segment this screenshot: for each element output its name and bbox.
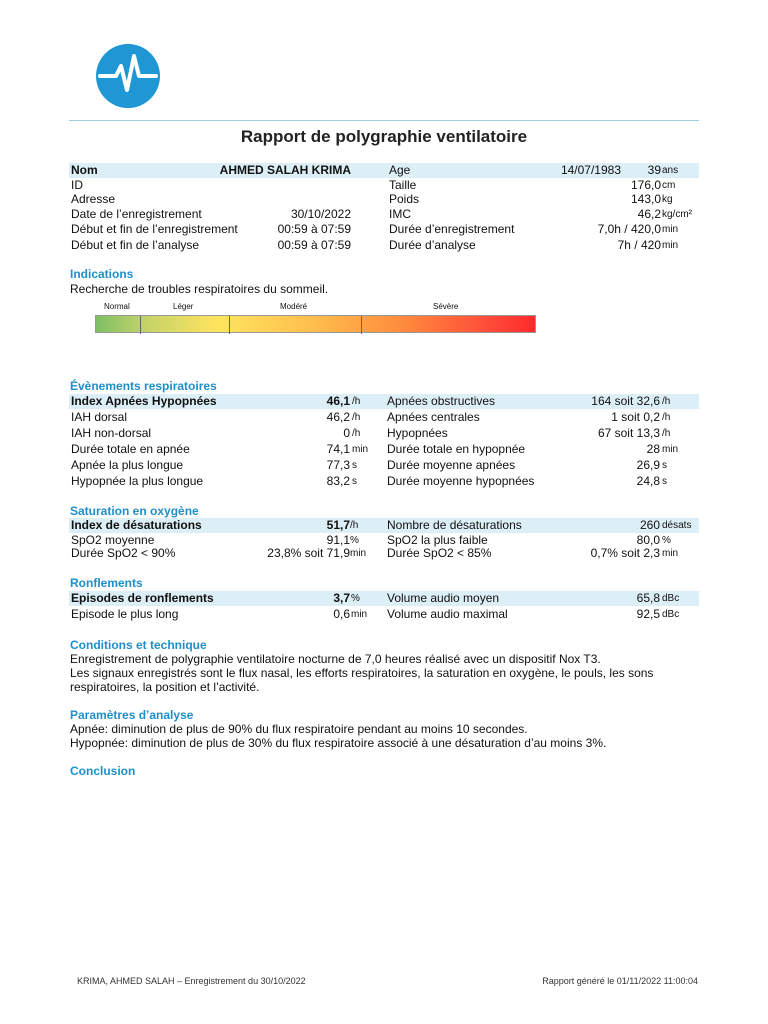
- events-label: Durée totale en hypopnée: [387, 442, 526, 456]
- patient-label: Date de l’enregistrement: [71, 207, 202, 221]
- patient-row: [69, 222, 699, 237]
- header-rule: [69, 120, 699, 121]
- parameters-title: Paramètres d’analyse: [70, 708, 194, 722]
- events-unit: /h: [352, 396, 361, 407]
- events-label: Hypopnées: [387, 426, 448, 440]
- saturation-label: Durée SpO2 < 85%: [387, 546, 492, 560]
- conditions-title: Conditions et technique: [70, 638, 207, 652]
- snoring-unit: dBc: [662, 609, 680, 620]
- saturation-unit: min: [350, 548, 367, 559]
- snoring-value: 92,5: [636, 607, 660, 621]
- scale-tick: [140, 316, 141, 334]
- patient-date: 14/07/1983: [560, 163, 621, 177]
- patient-value: 46,2: [637, 207, 661, 221]
- patient-row: [69, 178, 699, 193]
- events-value: 67 soit 13,3: [597, 426, 660, 440]
- saturation-label: Index de désaturations: [71, 518, 202, 532]
- patient-value: 7,0h / 420,0: [597, 222, 661, 236]
- events-value: 26,9: [636, 458, 660, 472]
- saturation-label: Durée SpO2 < 90%: [71, 546, 176, 560]
- patient-value: 00:59 à 07:59: [277, 238, 351, 252]
- snoring-value: 65,8: [636, 591, 660, 605]
- events-row: [69, 474, 699, 489]
- snoring-title: Ronflements: [70, 576, 143, 590]
- saturation-label: SpO2 moyenne: [71, 533, 155, 547]
- logo: [96, 44, 160, 108]
- events-value: 77,3: [326, 458, 350, 472]
- saturation-value: 23,8% soit 71,9: [267, 546, 350, 560]
- footer-right: Rapport généré le 01/11/2022 11:00:04: [542, 976, 698, 986]
- saturation-value: 260: [639, 518, 660, 532]
- snoring-label: Volume audio moyen: [387, 591, 500, 605]
- patient-row: [69, 192, 699, 207]
- snoring-unit: min: [351, 609, 368, 620]
- patient-label: Durée d’analyse: [389, 238, 476, 252]
- events-row: [69, 394, 699, 409]
- events-row: [69, 442, 699, 457]
- patient-value: 39: [647, 163, 661, 177]
- events-label: IAH non-dorsal: [71, 426, 152, 440]
- saturation-title: Saturation en oxygène: [70, 504, 199, 518]
- events-unit: min: [352, 444, 369, 455]
- events-value: 46,2: [326, 410, 350, 424]
- saturation-value: 0,7% soit 2,3: [590, 546, 660, 560]
- events-value: 74,1: [326, 442, 350, 456]
- patient-label: ID: [71, 178, 83, 192]
- parameters-text: [70, 722, 710, 750]
- snoring-unit: dBc: [662, 593, 680, 604]
- patient-unit: cm: [662, 180, 676, 191]
- saturation-label: Nombre de désaturations: [387, 518, 522, 532]
- footer-left: KRIMA, AHMED SALAH – Enregistrement du 30/10/2022: [77, 976, 306, 986]
- patient-value: 143,0: [630, 192, 661, 206]
- patient-label: Début et fin de l’analyse: [71, 238, 200, 252]
- patient-unit: kg: [662, 194, 673, 205]
- snoring-label: Episode le plus long: [71, 607, 179, 621]
- saturation-value: 91,1: [326, 533, 350, 547]
- snoring-value: 0,6: [333, 607, 350, 621]
- events-value: 0: [343, 426, 350, 440]
- report-title: Rapport de polygraphie ventilatoire: [240, 127, 528, 146]
- patient-row: [69, 238, 699, 253]
- events-value: 46,1: [326, 394, 350, 408]
- events-unit: /h: [662, 428, 671, 439]
- saturation-value: 80,0: [636, 533, 660, 547]
- events-value: 164 soit 32,6: [591, 394, 660, 408]
- saturation-unit: min: [662, 548, 679, 559]
- scale-label-normal: Normal: [104, 302, 130, 311]
- patient-value: 00:59 à 07:59: [277, 222, 351, 236]
- patient-row: [69, 163, 699, 178]
- events-label: Apnée la plus longue: [71, 458, 184, 472]
- events-unit: /h: [662, 412, 671, 423]
- patient-value: 176,0: [630, 178, 661, 192]
- patient-label: IMC: [389, 207, 411, 221]
- events-unit: /h: [352, 428, 361, 439]
- events-label: Hypopnée la plus longue: [71, 474, 204, 488]
- snoring-value: 3,7: [333, 591, 350, 605]
- events-label: Apnées obstructives: [387, 394, 496, 408]
- conditions-line: respiratoires, la position et l’activité.: [70, 680, 260, 694]
- saturation-row: [69, 518, 699, 533]
- patient-label: Adresse: [71, 192, 116, 206]
- indications-title: Indications: [70, 267, 134, 281]
- events-value: 24,8: [636, 474, 660, 488]
- scale-label-modere: Modéré: [280, 302, 308, 311]
- events-label: Durée moyenne hypopnées: [387, 474, 535, 488]
- events-label: Durée totale en apnée: [71, 442, 190, 456]
- snoring-label: Episodes de ronflements: [71, 591, 214, 605]
- patient-value: AHMED SALAH KRIMA: [219, 163, 351, 177]
- saturation-unit: désats: [662, 520, 692, 531]
- indications-text: Recherche de troubles respiratoires du sommeil.: [70, 282, 329, 296]
- patient-label: Age: [389, 163, 411, 177]
- patient-unit: min: [662, 240, 679, 251]
- snoring-unit: %: [351, 593, 360, 604]
- events-unit: /h: [352, 412, 361, 423]
- events-unit: /h: [662, 396, 671, 407]
- snoring-row: [69, 607, 699, 622]
- events-unit: s: [662, 460, 667, 471]
- patient-label: Poids: [389, 192, 420, 206]
- patient-label: Durée d’enregistrement: [389, 222, 515, 236]
- events-label: Index Apnées Hypopnées: [71, 394, 217, 408]
- events-row: [69, 426, 699, 441]
- patient-value: 7h / 420: [617, 238, 661, 252]
- events-title: Évènements respiratoires: [70, 379, 217, 393]
- events-unit: s: [352, 476, 357, 487]
- events-label: Apnées centrales: [387, 410, 480, 424]
- events-unit: s: [352, 460, 357, 471]
- events-unit: min: [662, 444, 679, 455]
- patient-label: Taille: [389, 178, 417, 192]
- events-label: Durée moyenne apnées: [387, 458, 516, 472]
- saturation-unit: %: [662, 535, 671, 546]
- conditions-line: Les signaux enregistrés sont le flux nasal, les efforts respiratoires, la saturation en oxygène, le pouls, les sons: [70, 666, 654, 680]
- conclusion-title: Conclusion: [70, 764, 136, 778]
- conditions-text: [70, 652, 710, 694]
- conditions-line: Enregistrement de polygraphie ventilatoire nocturne de 7,0 heures réalisé avec un dispositif Nox T3.: [70, 652, 601, 666]
- patient-row: [69, 207, 699, 222]
- scale-tick: [229, 316, 230, 334]
- saturation-unit: /h: [350, 520, 359, 531]
- patient-value: 30/10/2022: [290, 207, 351, 221]
- saturation-unit: %: [350, 535, 359, 546]
- scale-label-severe: Sévère: [433, 302, 459, 311]
- events-row: [69, 458, 699, 473]
- saturation-label: SpO2 la plus faible: [387, 533, 488, 547]
- patient-unit: min: [662, 224, 679, 235]
- saturation-row: [69, 546, 699, 561]
- patient-unit: ans: [662, 165, 679, 176]
- parameters-line: Apnée: diminution de plus de 90% du flux respiratoire pendant au moins 10 secondes.: [70, 722, 528, 736]
- patient-label: Nom: [71, 163, 98, 177]
- events-unit: s: [662, 476, 667, 487]
- events-label: IAH dorsal: [71, 410, 128, 424]
- snoring-label: Volume audio maximal: [387, 607, 508, 621]
- scale-tick: [361, 316, 362, 334]
- events-value: 83,2: [326, 474, 350, 488]
- scale-label-leger: Léger: [173, 302, 194, 311]
- snoring-row: [69, 591, 699, 606]
- saturation-value: 51,7: [326, 518, 350, 532]
- events-row: [69, 410, 699, 425]
- events-value: 1 soit 0,2: [611, 410, 660, 424]
- patient-unit: kg/cm²: [662, 209, 692, 220]
- severity-scale: [95, 315, 536, 333]
- patient-label: Début et fin de l’enregistrement: [71, 222, 238, 236]
- parameters-line: Hypopnée: diminution de plus de 30% du flux respiratoire associé à une désaturation d’au moins 3%.: [70, 736, 607, 750]
- events-value: 28: [646, 442, 660, 456]
